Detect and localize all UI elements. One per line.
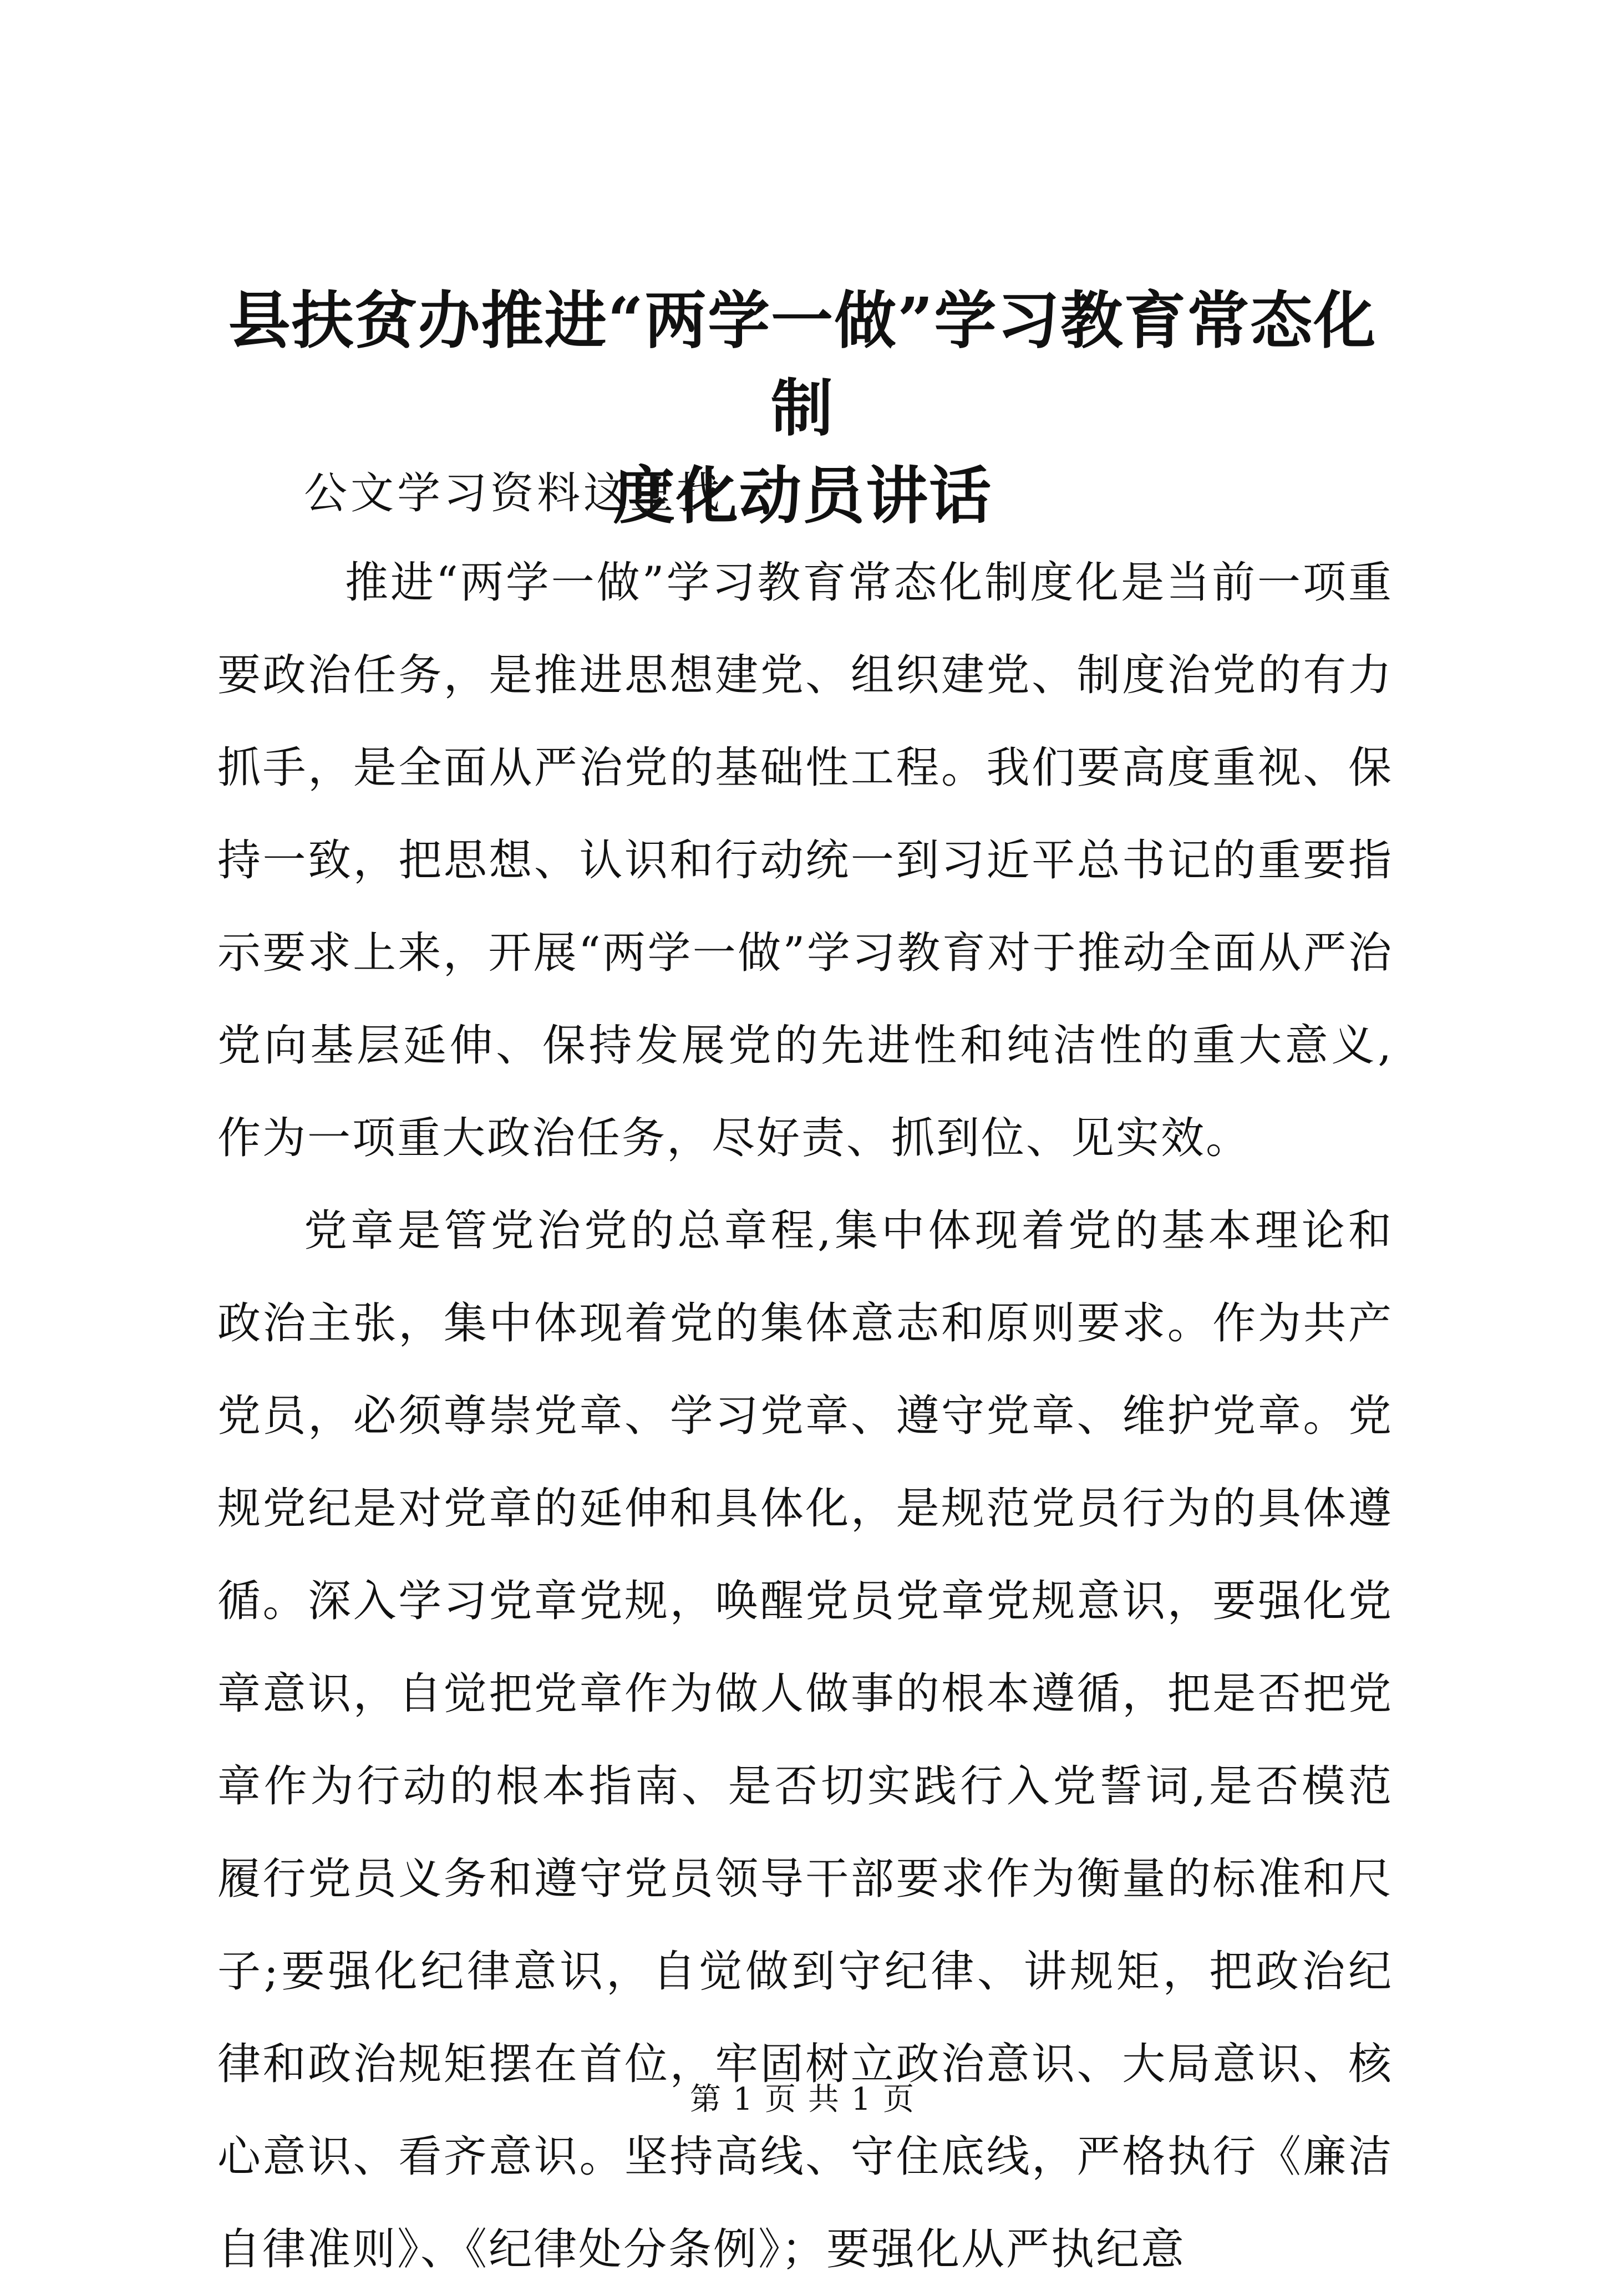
page-footer: 第 1 页 共 1 页 [689, 2081, 916, 2117]
paragraph-2: 党章是管党治党的总章程,集中体现着党的基本理论和政治主张，集中体现着党的集体意志和原则要求。作为共产党员，必须尊崇党章、学习党章、遵守党章、维护党章。党规党纪是对党章的延伸和具体化，是规范党员行为的具体遵循。深入学习党章党规，唤醒党员党章党规意识，要强化党章意识，自觉把党章作为做人做事的根本遵循，把是否把党章作为行动的根本指南、是否切实践行入党誓词,是否模范履行党员义务和遵守党员领导干部要求作为衡量的标准和尺子;要强化纪律意识，自觉做到守纪律、讲规矩，把政治纪律和政治规矩摆在首位，牢固树立政治意识、大局意识、核心意识、看齐意识。坚持高线、守住底线，严格执行《廉洁自律准则》、《纪律处分条例》；要强化从严执纪意 [217, 1206, 1393, 2274]
paragraph-1: 推进“两学一做”学习教育常态化制度化是当前一项重要政治任务，是推进思想建党、组织建党、制度治党的有力抓手，是全面从严治党的基础性工程。我们要高度重视、保持一致，把思想、认识和行动统一到习近平总书记的重要指示要求上来，开展“两学一做”学习教育对于推动全面从严治党向基层延伸、保持发展党的先进性和纯洁性的重大意义,作为一项重大政治任务，尽好责、抓到位、见实效。 [217, 558, 1393, 1163]
document-body [217, 537, 1393, 2296]
title-line-2: 度化动员讲话 [613, 460, 992, 532]
document-subtitle: 公文学习资料这里找 [304, 469, 724, 518]
title-line-1: 县扶贫办推进“两学一做”学习教育常态化制 [228, 284, 1377, 445]
